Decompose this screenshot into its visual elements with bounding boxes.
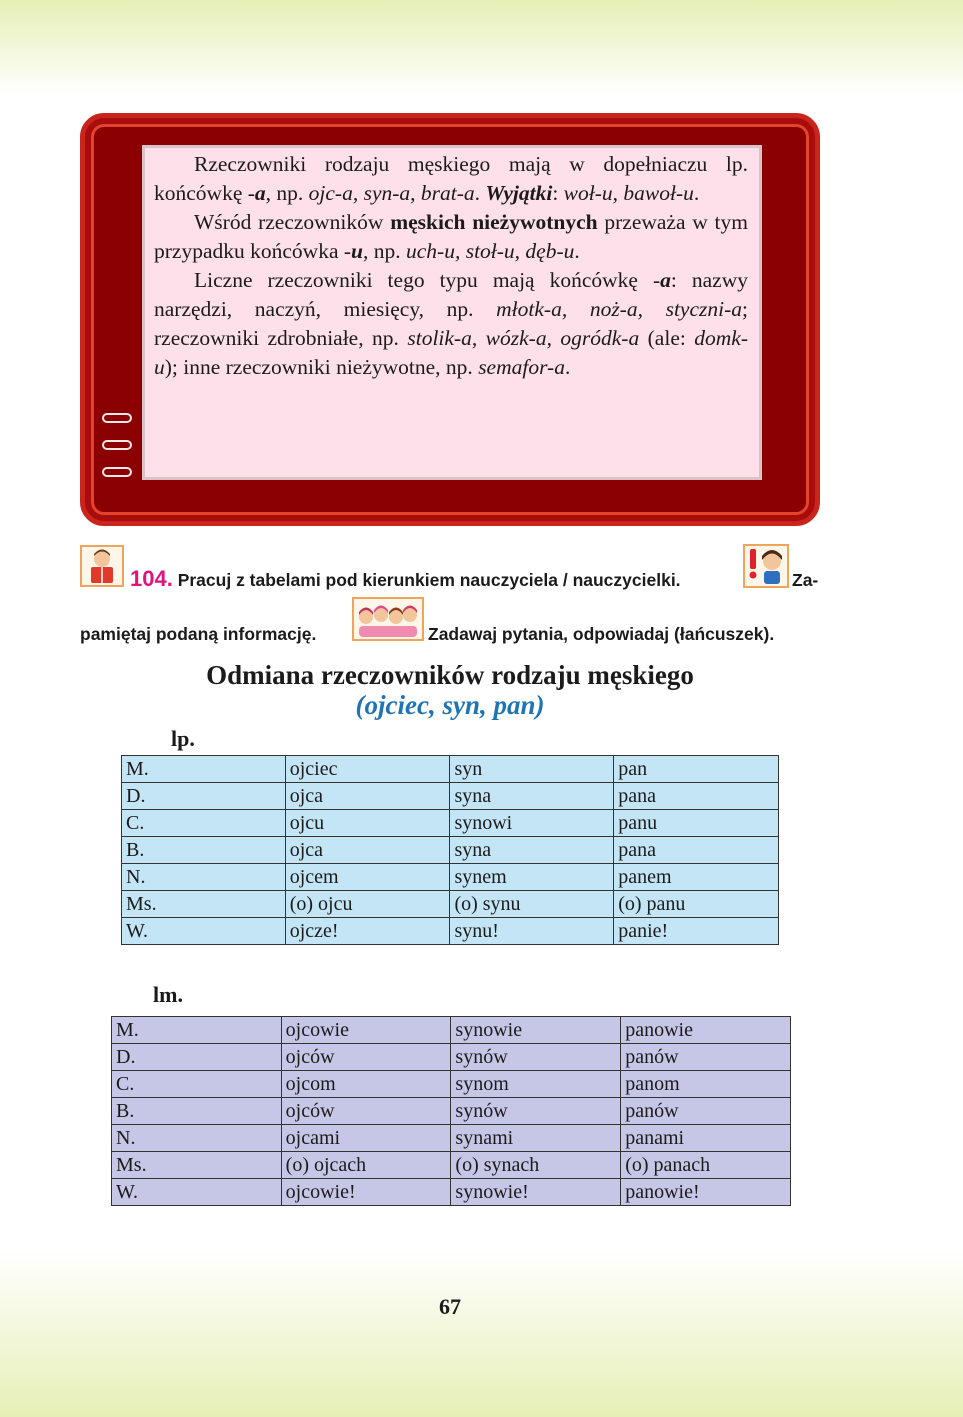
table-cell: W.	[122, 918, 286, 945]
table-cell: (o) ojcach	[281, 1152, 451, 1179]
table-cell: D.	[112, 1044, 282, 1071]
table-cell: panami	[621, 1125, 791, 1152]
table-cell: panów	[621, 1044, 791, 1071]
exercise-line-2a: pamiętaj podaną informację.	[80, 624, 317, 644]
table-cell: D.	[122, 783, 286, 810]
table-cell: synowie!	[451, 1179, 621, 1206]
table-row	[122, 783, 779, 810]
table-row	[122, 756, 779, 783]
table-row	[112, 1098, 791, 1125]
table-cell: C.	[112, 1071, 282, 1098]
plural-label: lm.	[153, 982, 183, 1007]
table-cell: ojców	[281, 1098, 451, 1125]
table-cell: panu	[614, 810, 779, 837]
table-cell: B.	[112, 1098, 282, 1125]
table-cell: N.	[122, 864, 286, 891]
frame-button	[102, 413, 132, 423]
table-cell: pana	[614, 783, 779, 810]
table-cell: synem	[450, 864, 614, 891]
table-cell: M.	[122, 756, 286, 783]
table-cell: syn	[450, 756, 614, 783]
table-row	[122, 918, 779, 945]
table-row	[112, 1071, 791, 1098]
table-cell: ojcowie	[281, 1017, 451, 1044]
table-cell: ojcami	[281, 1125, 451, 1152]
frame-button	[102, 467, 132, 477]
table-cell: panom	[621, 1071, 791, 1098]
singular-label: lp.	[171, 726, 195, 751]
table-cell: ojca	[285, 837, 450, 864]
exercise-number: 104.	[130, 566, 173, 591]
rule-paragraph: Rzeczowniki rodzaju męskiego mają w dopełniaczu lp. końcówkę -a, np. ojc-a, syn-a, brat-a. Wyjątki: woł-u, bawoł-u.	[154, 152, 748, 205]
table-cell: (o) panu	[614, 891, 779, 918]
table-row	[122, 837, 779, 864]
table-cell: M.	[112, 1017, 282, 1044]
table-cell: synom	[451, 1071, 621, 1098]
plural-table	[111, 1016, 791, 1206]
rule-paragraph: Liczne rzeczowniki tego typu mają końcówkę -a: nazwy narzędzi, naczyń, miesięcy, np. młotk-a, noż-a, styczni-a; rzeczowniki zdrobniałe, np. stolik-a, wózk-a, ogródk-a (ale: domk-u); inne rzeczowniki nieżywotne, np. semafor-a.	[154, 268, 748, 379]
singular-table	[121, 755, 779, 945]
rule-text	[154, 150, 748, 382]
table-cell: (o) panach	[621, 1152, 791, 1179]
table-row	[122, 891, 779, 918]
table-cell: syna	[450, 783, 614, 810]
teacher-exclamation-icon	[743, 544, 789, 588]
table-cell: (o) synach	[451, 1152, 621, 1179]
exercise-instruction: Pracuj z tabelami pod kierunkiem nauczyciela / nauczycielki.	[177, 570, 681, 590]
table-cell: panów	[621, 1098, 791, 1125]
table-cell: synowie	[451, 1017, 621, 1044]
table-row	[112, 1152, 791, 1179]
table-cell: (o) ojcu	[285, 891, 450, 918]
table-row	[122, 810, 779, 837]
page-subtitle: (ojciec, syn, pan)	[355, 690, 545, 720]
table-cell: C.	[122, 810, 286, 837]
table-cell: synów	[451, 1098, 621, 1125]
table-cell: ojcowie!	[281, 1179, 451, 1206]
table-cell: panem	[614, 864, 779, 891]
exercise-line-1	[130, 566, 681, 592]
page-title: Odmiana rzeczowników rodzaju męskiego	[206, 660, 694, 690]
table-cell: (o) synu	[450, 891, 614, 918]
table-cell: syna	[450, 837, 614, 864]
table-cell: ojciec	[285, 756, 450, 783]
table-cell: synowi	[450, 810, 614, 837]
frame-button	[102, 440, 132, 450]
table-row	[112, 1044, 791, 1071]
reading-child-icon	[80, 545, 124, 587]
exercise-line-1-end: Za-	[792, 570, 819, 590]
group-children-icon	[352, 597, 424, 641]
table-row	[122, 864, 779, 891]
table-cell: B.	[122, 837, 286, 864]
exercise-line-2b: Zadawaj pytania, odpowiadaj (łańcuszek).	[428, 624, 775, 644]
table-cell: Ms.	[122, 891, 286, 918]
table-cell: panie!	[614, 918, 779, 945]
table-row	[112, 1125, 791, 1152]
table-cell: synami	[451, 1125, 621, 1152]
table-row	[112, 1017, 791, 1044]
table-cell: ojca	[285, 783, 450, 810]
table-cell: panowie!	[621, 1179, 791, 1206]
table-cell: ojcem	[285, 864, 450, 891]
table-cell: ojcom	[281, 1071, 451, 1098]
table-row	[112, 1179, 791, 1206]
table-cell: W.	[112, 1179, 282, 1206]
table-cell: synów	[451, 1044, 621, 1071]
table-cell: pan	[614, 756, 779, 783]
table-cell: ojcze!	[285, 918, 450, 945]
table-cell: synu!	[450, 918, 614, 945]
rule-paragraph: Wśród rzeczowników męskich nieżywotnych przeważa w tym przypadku końcówka -u, np. uch-u, stoł-u, dęb-u.	[154, 210, 748, 263]
table-cell: Ms.	[112, 1152, 282, 1179]
table-cell: panowie	[621, 1017, 791, 1044]
table-cell: ojcu	[285, 810, 450, 837]
table-cell: pana	[614, 837, 779, 864]
page-number: 67	[439, 1294, 461, 1319]
table-cell: ojców	[281, 1044, 451, 1071]
table-cell: N.	[112, 1125, 282, 1152]
